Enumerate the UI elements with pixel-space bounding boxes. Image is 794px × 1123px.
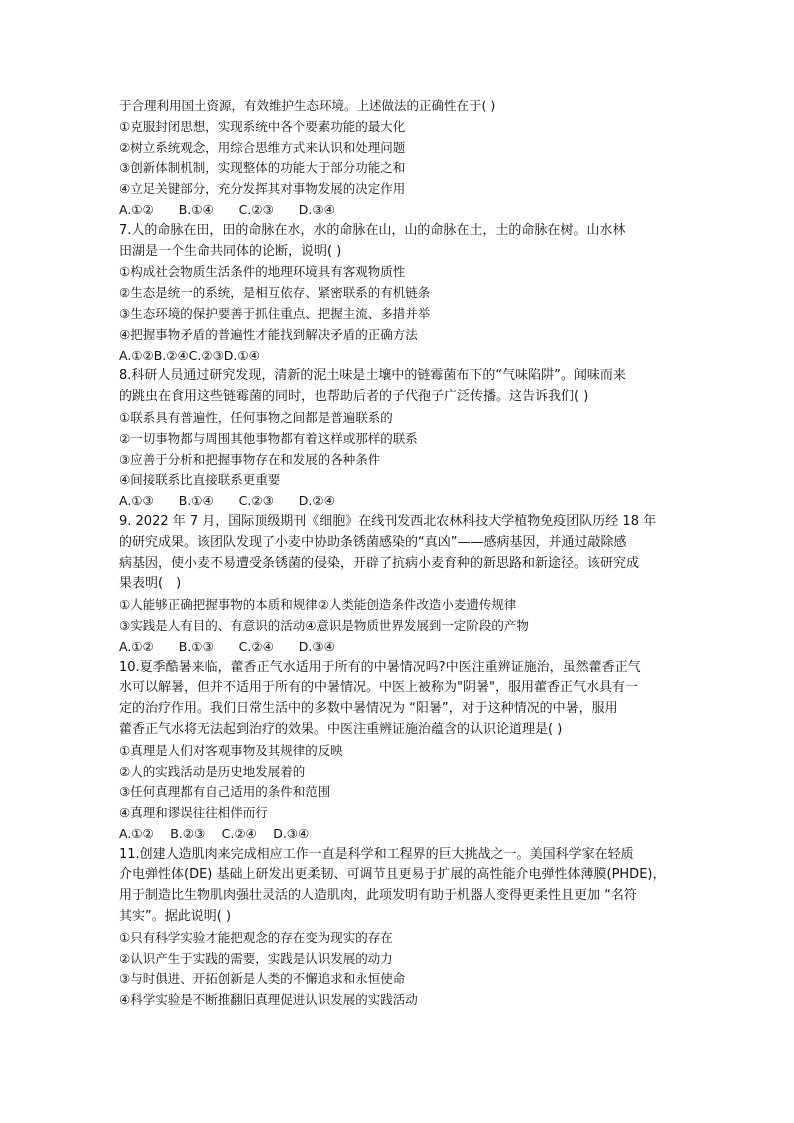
option-line: ②人的实践活动是历史地发展着的	[119, 763, 306, 779]
option-line: ①只有科学实验才能把观念的存在变为现实的存在	[119, 929, 393, 945]
option-line: ③创新体制机制，实现整体的功能大于部分功能之和	[119, 160, 406, 176]
question-11: 11.创建人造肌肉来完成相应工作一直是科学和工程界的巨大挑战之一。美国科学家在轻质	[119, 846, 634, 862]
option-line: ③生态环境的保护要善于抓住重点、把握主流、多措并举	[119, 305, 431, 321]
option-line: ①联系具有普遍性，任何事物之间都是普遍联系的	[119, 409, 393, 425]
option-line: ④把握事物矛盾的普遍性才能找到解决矛盾的正确方法	[119, 326, 418, 342]
question-8: 8.科研人员通过研究发现，清新的泥土味是土壤中的链霉菌布下的“气味陷阱”。闻味而来	[119, 368, 626, 384]
option-line: ③实践是人有目的、有意识的活动④意识是物质世界发展到一定阶段的产物	[119, 617, 529, 633]
question-9-cont: 病基因，使小麦不易遭受条锈菌的侵染，开辟了抗病小麦育种的新思路和新途径。该研究成	[119, 555, 640, 571]
text-line: 于合理利用国土资源，有效维护生态环境。上述做法的正确性在于( )	[119, 98, 496, 113]
option-line: ①构成社会物质生活条件的地理环境具有客观物质性	[119, 264, 406, 280]
question-9-cont: 的研究成果。该团队发现了小麦中协助条锈菌感染的“真凶”——感病基因，并通过敲除感	[119, 534, 627, 550]
option-line: ②认识产生于实践的需要，实践是认识发展的动力	[119, 950, 393, 966]
answer-choices: A.①② B.②③ C.②④ D.③④	[119, 825, 310, 841]
answer-choices: A.①② B.①③ C.②④ D.③④	[119, 638, 335, 654]
question-8-cont: 的跳虫在食用这些链霉菌的同时，也帮助后者的子代孢子广泛传播。这告诉我们( )	[119, 389, 589, 405]
question-10: 10.夏季酷暑来临，藿香正气水适用于所有的中暑情况吗?中医注重辨证施治，虽然藿香正气	[119, 659, 641, 675]
option-line: ②树立系统观念，用综合思维方式来认识和处理问题	[119, 139, 406, 155]
question-11-cont: 用于制造比生物肌肉强壮灵活的人造肌肉，此项发明有助于机器人变得更柔性且更加 “名符	[119, 888, 637, 904]
answer-choices: A.①② B.①④ C.②③ D.③④	[119, 201, 335, 217]
question-7: 7.人的命脉在田，田的命脉在水，水的命脉在山，山的命脉在土，土的命脉在树。山水林	[119, 222, 626, 238]
option-line: ④间接联系比直接联系更重要	[119, 472, 281, 488]
option-line: ④真理和谬误往往相伴而行	[119, 805, 268, 821]
option-line: ③应善于分析和把握事物存在和发展的各种条件	[119, 451, 381, 467]
option-line: ②生态是统一的系统，是相互依存、紧密联系的有机链条	[119, 285, 431, 301]
option-line: ②一切事物都与周围其他事物都有着这样或那样的联系	[119, 430, 418, 446]
option-line: ①真理是人们对客观事物及其规律的反映	[119, 742, 343, 758]
question-10-cont: 藿香正气水将无法起到治疗的效果。中医注重辨证施治蕴含的认识论道理是( )	[119, 721, 563, 737]
question-11-cont: 介电弹性体(DE) 基础上研发出更柔韧、可调节且更易于扩展的高性能介电弹性体薄膜(PHDE)，	[119, 867, 666, 883]
document-page	[119, 96, 679, 1011]
answer-choices: A.①②B.②④C.②③D.①④	[119, 347, 260, 363]
option-line: ③与时俱进、开拓创新是人类的不懈追求和永恒使命	[119, 971, 406, 987]
question-9-cont: 果表明( )	[119, 576, 182, 592]
option-line: ①克服封闭思想，实现系统中各个要素功能的最大化	[119, 118, 406, 134]
option-line: ④立足关键部分，充分发挥其对事物发展的决定作用	[119, 181, 406, 197]
question-11-cont: 其实”。据此说明( )	[119, 909, 232, 925]
answer-choices: A.①③ B.①④ C.②③ D.②④	[119, 493, 335, 509]
question-10-cont: 定的治疗作用。我们日常生活中的多数中暑情况为 “阳暑”，对于这种情况的中暑，服用	[119, 701, 618, 717]
question-10-cont: 水可以解暑，但并不适用于所有的中暑情况。中医上被称为"阴暑"，服用藿香正气水具有一	[119, 680, 638, 696]
question-9: 9. 2022 年 7 月，国际顶级期刊《细胞》在线刊发西北农林科技大学植物免疫团队历经 18 年	[119, 513, 657, 529]
option-line: ①人能够正确把握事物的本质和规律②人类能创造条件改造小麦遗传规律	[119, 597, 517, 613]
option-line: ④科学实验是不断推翻旧真理促进认识发展的实践活动	[119, 992, 418, 1008]
question-7-cont: 田湖是一个生命共同体的论断，说明( )	[119, 243, 342, 259]
option-line: ③任何真理都有自己适用的条件和范围	[119, 784, 331, 800]
